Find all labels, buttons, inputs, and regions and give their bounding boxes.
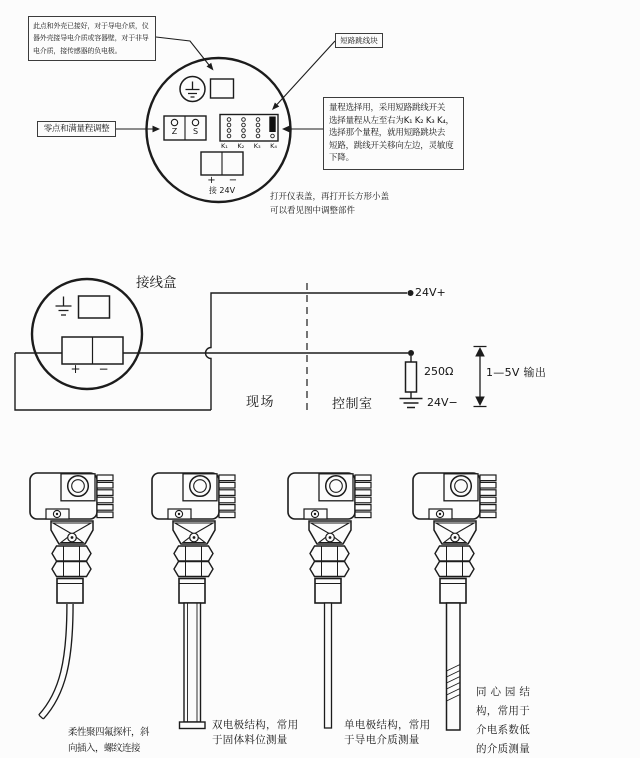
range-note-line: 量程选择用，采用短路跳线开关 bbox=[329, 103, 446, 113]
ground-note-line: 电介质，接传感器的负电极。 bbox=[33, 46, 122, 55]
range-note-line: 短路，跳线开关移向左边，灵敏度 bbox=[329, 140, 454, 151]
open-cover-line: 打开仪表盖，再打开长方形小盖 bbox=[270, 192, 390, 202]
caption-line: 构，常用于 bbox=[476, 705, 530, 717]
ground-symbol bbox=[400, 399, 423, 408]
zone-control-room-label: 控制室 bbox=[332, 397, 373, 412]
zero-span-label: 零点和满量程调整 bbox=[37, 121, 116, 137]
jumper-key-label: K₄ bbox=[270, 141, 277, 150]
caption-line: 单电极结构，常用 bbox=[344, 719, 431, 731]
power-plus-sign: + bbox=[207, 175, 216, 186]
wiring-plus-sign: + bbox=[70, 362, 81, 376]
probe-2-illustration bbox=[152, 473, 235, 729]
junction-box-label: 接线盒 bbox=[136, 275, 177, 291]
ground-note-line: 此点和外壳已接好，对于导电介质，仪 bbox=[33, 22, 149, 30]
jumper-key-label: K₃ bbox=[253, 141, 261, 150]
signal-node bbox=[408, 350, 414, 356]
jumper-block-label: 短路跳线块 bbox=[335, 33, 383, 48]
range-note-line: 下降。 bbox=[329, 153, 354, 164]
jumper-key-labels bbox=[220, 142, 278, 150]
caption-line: 介电系数低 bbox=[476, 724, 530, 736]
power-minus-sign: − bbox=[228, 175, 238, 186]
caption-line: 同 心 园 结 bbox=[476, 686, 531, 698]
ground-note-box bbox=[28, 16, 156, 61]
jumper-key-label: K₁ bbox=[221, 141, 228, 150]
range-note-line: 选择那个量程，就用短路跳块去 bbox=[329, 128, 446, 139]
terminal-s-label: S bbox=[192, 127, 199, 136]
output-range-label: 1—5V 输出 bbox=[486, 366, 547, 379]
probe-gallery-art bbox=[30, 473, 496, 730]
probe-1-illustration bbox=[30, 473, 113, 719]
caption-line: 于导电介质测量 bbox=[344, 734, 420, 746]
caption-line: 于固体料位测量 bbox=[212, 734, 288, 746]
supply-plus-node bbox=[408, 290, 414, 296]
caption-line: 向插入，螺纹连接 bbox=[68, 743, 141, 754]
probe-1-caption bbox=[68, 725, 149, 757]
load-resistor bbox=[406, 362, 417, 392]
range-note-line: 选择量程从左至右为K₁ K₂ K₃ K₄， bbox=[329, 115, 454, 126]
supply-minus-label: 24V− bbox=[427, 396, 458, 409]
jumper-key-label: K₂ bbox=[237, 141, 245, 150]
zone-field-label: 现场 bbox=[246, 395, 276, 410]
jumper-block bbox=[220, 115, 278, 142]
caption-line: 的介质测量 bbox=[476, 743, 530, 755]
power-terminals-24v bbox=[201, 152, 243, 175]
probe-2-caption bbox=[212, 718, 298, 748]
probe-3-illustration bbox=[288, 473, 371, 728]
jumper-shorting-block bbox=[269, 117, 275, 133]
ground-note-line: 器外壳接导电介质或容器壁，对于非导 bbox=[33, 34, 149, 43]
terminal-z-label: Z bbox=[171, 127, 178, 136]
open-cover-line: 可以看见图中调整部件 bbox=[270, 206, 356, 216]
open-cover-note bbox=[270, 190, 389, 218]
wiring-minus-sign: − bbox=[98, 362, 109, 376]
resistor-label: 250Ω bbox=[424, 365, 454, 378]
power-24v-label: 接 24V bbox=[208, 186, 236, 195]
supply-plus-label: 24V+ bbox=[415, 286, 446, 299]
range-note-box bbox=[323, 97, 464, 170]
caption-line: 柔性聚四氟探杆，斜 bbox=[68, 727, 150, 738]
probe-3-caption bbox=[344, 718, 430, 748]
output-span-arrow bbox=[474, 347, 487, 407]
caption-line: 双电极结构，常用 bbox=[212, 719, 299, 731]
probe-4-caption bbox=[476, 683, 530, 758]
